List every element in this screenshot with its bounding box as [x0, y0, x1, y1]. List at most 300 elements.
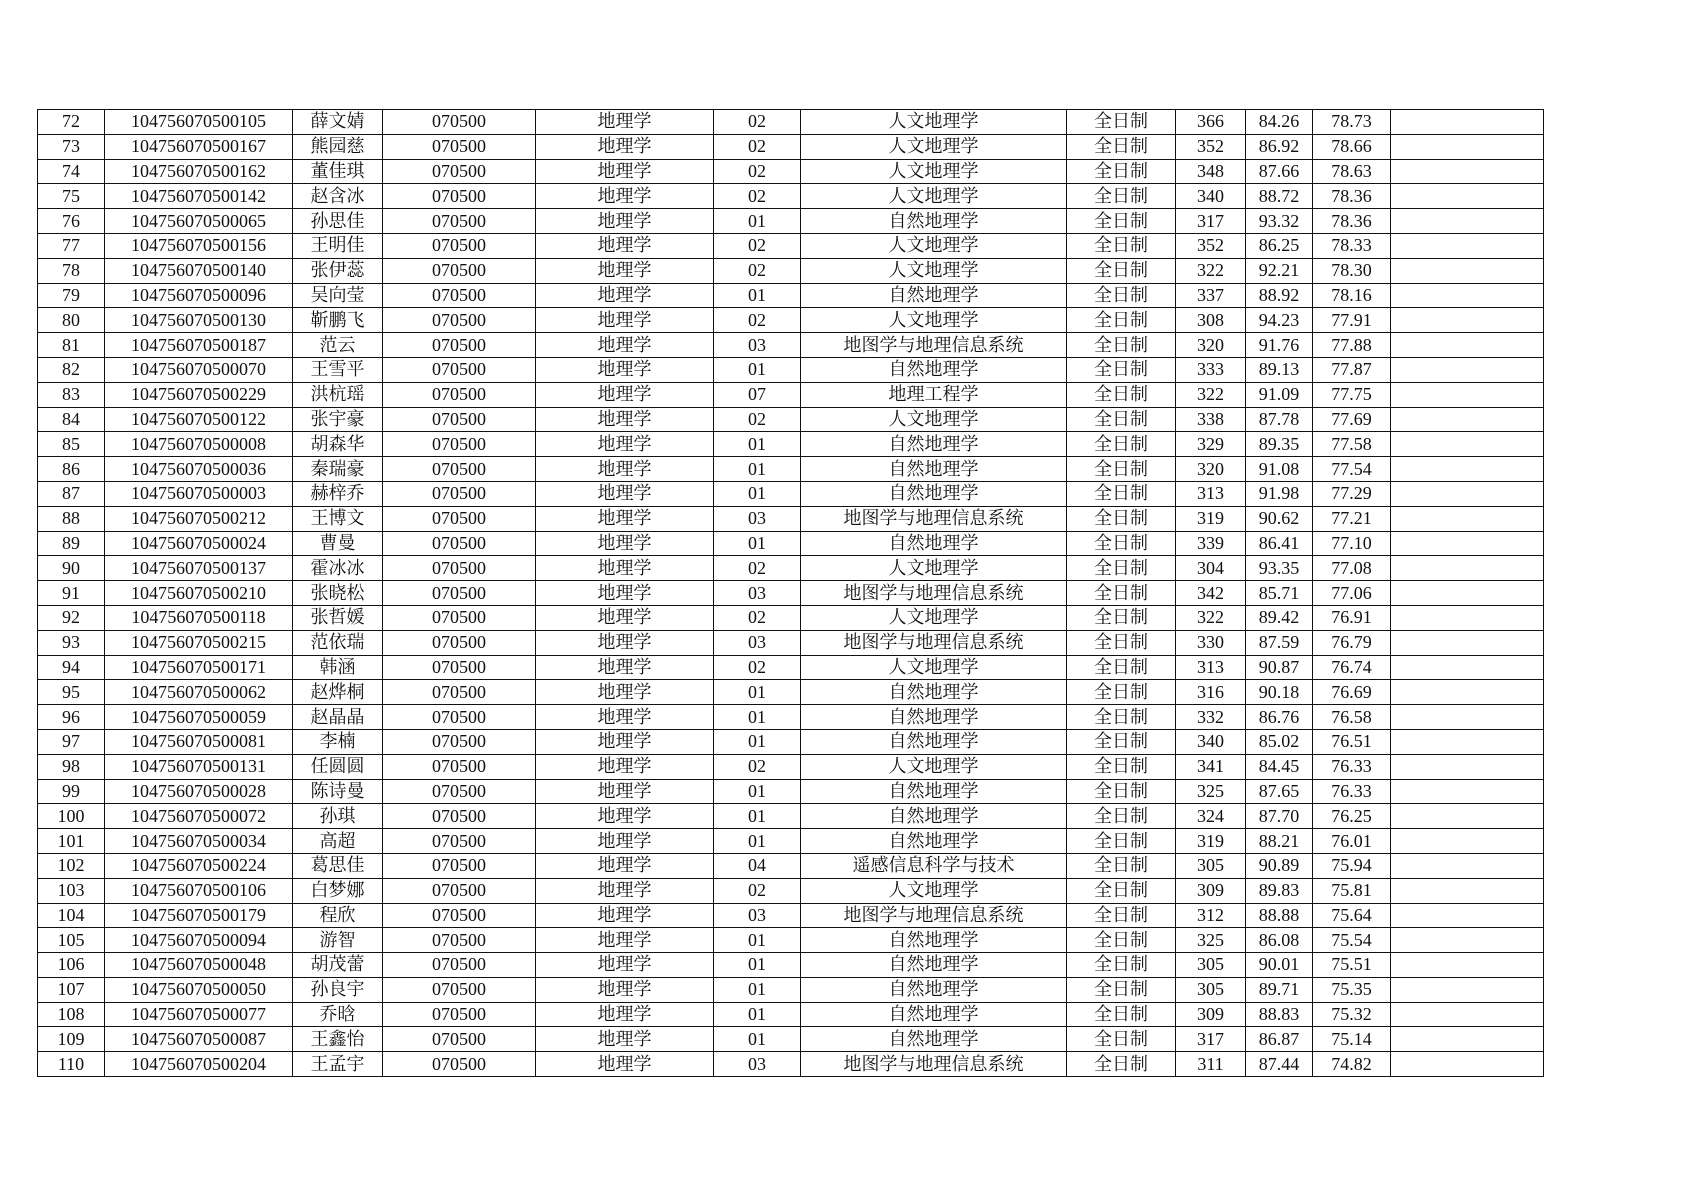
exam-score-cell: 341 [1176, 754, 1246, 779]
major-code-cell: 070500 [383, 531, 536, 556]
table-row [38, 258, 1544, 283]
remarks-cell [1391, 159, 1544, 184]
major-name-cell: 地理学 [536, 655, 714, 680]
remarks-cell [1391, 853, 1544, 878]
total-score-cell: 75.94 [1313, 853, 1391, 878]
table-row [38, 853, 1544, 878]
study-mode-cell: 全日制 [1067, 556, 1176, 581]
table-row [38, 630, 1544, 655]
remarks-cell [1391, 1052, 1544, 1077]
candidate-id-cell: 104756070500210 [105, 581, 293, 606]
direction-code-cell: 01 [714, 283, 801, 308]
direction-code-cell: 01 [714, 804, 801, 829]
candidate-id-cell: 104756070500050 [105, 977, 293, 1002]
exam-score-cell: 352 [1176, 233, 1246, 258]
direction-name-cell: 人文地理学 [801, 110, 1067, 135]
serial-number-cell: 93 [38, 630, 105, 655]
candidate-id-cell: 104756070500105 [105, 110, 293, 135]
remarks-cell [1391, 705, 1544, 730]
table-row [38, 754, 1544, 779]
remarks-cell [1391, 804, 1544, 829]
total-score-cell: 77.21 [1313, 506, 1391, 531]
interview-score-cell: 84.45 [1246, 754, 1313, 779]
table-row [38, 729, 1544, 754]
study-mode-cell: 全日制 [1067, 531, 1176, 556]
direction-name-cell: 地图学与地理信息系统 [801, 333, 1067, 358]
direction-code-cell: 01 [714, 432, 801, 457]
study-mode-cell: 全日制 [1067, 729, 1176, 754]
serial-number-cell: 74 [38, 159, 105, 184]
remarks-cell [1391, 556, 1544, 581]
exam-score-cell: 322 [1176, 605, 1246, 630]
serial-number-cell: 90 [38, 556, 105, 581]
direction-name-cell: 自然地理学 [801, 209, 1067, 234]
name-cell: 张伊蕊 [293, 258, 383, 283]
exam-score-cell: 311 [1176, 1052, 1246, 1077]
exam-score-cell: 305 [1176, 953, 1246, 978]
interview-score-cell: 87.65 [1246, 779, 1313, 804]
table-row [38, 556, 1544, 581]
table-row [38, 233, 1544, 258]
major-code-cell: 070500 [383, 605, 536, 630]
serial-number-cell: 110 [38, 1052, 105, 1077]
remarks-cell [1391, 333, 1544, 358]
exam-score-cell: 340 [1176, 729, 1246, 754]
exam-score-cell: 322 [1176, 382, 1246, 407]
interview-score-cell: 91.76 [1246, 333, 1313, 358]
candidate-id-cell: 104756070500008 [105, 432, 293, 457]
study-mode-cell: 全日制 [1067, 903, 1176, 928]
direction-name-cell: 人文地理学 [801, 258, 1067, 283]
candidate-id-cell: 104756070500072 [105, 804, 293, 829]
serial-number-cell: 103 [38, 878, 105, 903]
name-cell: 韩涵 [293, 655, 383, 680]
interview-score-cell: 90.62 [1246, 506, 1313, 531]
table-row [38, 283, 1544, 308]
direction-name-cell: 自然地理学 [801, 680, 1067, 705]
interview-score-cell: 91.09 [1246, 382, 1313, 407]
serial-number-cell: 95 [38, 680, 105, 705]
direction-code-cell: 03 [714, 630, 801, 655]
major-name-cell: 地理学 [536, 903, 714, 928]
remarks-cell [1391, 729, 1544, 754]
name-cell: 薛文婧 [293, 110, 383, 135]
interview-score-cell: 85.71 [1246, 581, 1313, 606]
interview-score-cell: 92.21 [1246, 258, 1313, 283]
name-cell: 白梦娜 [293, 878, 383, 903]
total-score-cell: 76.33 [1313, 754, 1391, 779]
serial-number-cell: 83 [38, 382, 105, 407]
name-cell: 高超 [293, 829, 383, 854]
name-cell: 游智 [293, 928, 383, 953]
direction-name-cell: 自然地理学 [801, 729, 1067, 754]
name-cell: 熊园慈 [293, 134, 383, 159]
candidate-id-cell: 104756070500048 [105, 953, 293, 978]
study-mode-cell: 全日制 [1067, 878, 1176, 903]
candidate-id-cell: 104756070500062 [105, 680, 293, 705]
interview-score-cell: 87.70 [1246, 804, 1313, 829]
remarks-cell [1391, 407, 1544, 432]
name-cell: 王雪平 [293, 357, 383, 382]
major-name-cell: 地理学 [536, 1052, 714, 1077]
direction-name-cell: 人文地理学 [801, 159, 1067, 184]
major-name-cell: 地理学 [536, 134, 714, 159]
major-code-cell: 070500 [383, 407, 536, 432]
direction-code-cell: 03 [714, 1052, 801, 1077]
total-score-cell: 77.87 [1313, 357, 1391, 382]
table-row [38, 829, 1544, 854]
direction-code-cell: 02 [714, 110, 801, 135]
major-name-cell: 地理学 [536, 308, 714, 333]
interview-score-cell: 86.76 [1246, 705, 1313, 730]
name-cell: 赵烨桐 [293, 680, 383, 705]
major-code-cell: 070500 [383, 729, 536, 754]
direction-code-cell: 01 [714, 1027, 801, 1052]
name-cell: 赫梓乔 [293, 481, 383, 506]
serial-number-cell: 97 [38, 729, 105, 754]
direction-name-cell: 自然地理学 [801, 1027, 1067, 1052]
interview-score-cell: 89.13 [1246, 357, 1313, 382]
direction-code-cell: 02 [714, 233, 801, 258]
direction-name-cell: 自然地理学 [801, 779, 1067, 804]
direction-code-cell: 02 [714, 134, 801, 159]
study-mode-cell: 全日制 [1067, 110, 1176, 135]
major-name-cell: 地理学 [536, 630, 714, 655]
serial-number-cell: 92 [38, 605, 105, 630]
serial-number-cell: 99 [38, 779, 105, 804]
candidate-id-cell: 104756070500142 [105, 184, 293, 209]
serial-number-cell: 86 [38, 457, 105, 482]
remarks-cell [1391, 184, 1544, 209]
candidate-id-cell: 104756070500131 [105, 754, 293, 779]
candidate-id-cell: 104756070500059 [105, 705, 293, 730]
name-cell: 赵晶晶 [293, 705, 383, 730]
major-code-cell: 070500 [383, 432, 536, 457]
total-score-cell: 78.63 [1313, 159, 1391, 184]
total-score-cell: 77.88 [1313, 333, 1391, 358]
interview-score-cell: 89.83 [1246, 878, 1313, 903]
exam-score-cell: 309 [1176, 878, 1246, 903]
name-cell: 洪杭瑶 [293, 382, 383, 407]
serial-number-cell: 98 [38, 754, 105, 779]
major-name-cell: 地理学 [536, 680, 714, 705]
remarks-cell [1391, 680, 1544, 705]
major-name-cell: 地理学 [536, 1002, 714, 1027]
table-row [38, 903, 1544, 928]
major-code-cell: 070500 [383, 977, 536, 1002]
name-cell: 程欣 [293, 903, 383, 928]
study-mode-cell: 全日制 [1067, 233, 1176, 258]
exam-score-cell: 308 [1176, 308, 1246, 333]
study-mode-cell: 全日制 [1067, 283, 1176, 308]
remarks-cell [1391, 1002, 1544, 1027]
study-mode-cell: 全日制 [1067, 829, 1176, 854]
interview-score-cell: 88.92 [1246, 283, 1313, 308]
interview-score-cell: 88.21 [1246, 829, 1313, 854]
direction-name-cell: 自然地理学 [801, 531, 1067, 556]
total-score-cell: 77.75 [1313, 382, 1391, 407]
remarks-cell [1391, 878, 1544, 903]
interview-score-cell: 88.72 [1246, 184, 1313, 209]
direction-code-cell: 01 [714, 531, 801, 556]
major-code-cell: 070500 [383, 853, 536, 878]
table-row [38, 1002, 1544, 1027]
interview-score-cell: 86.92 [1246, 134, 1313, 159]
direction-code-cell: 01 [714, 680, 801, 705]
interview-score-cell: 86.41 [1246, 531, 1313, 556]
candidate-id-cell: 104756070500070 [105, 357, 293, 382]
direction-name-cell: 人文地理学 [801, 407, 1067, 432]
table-row [38, 134, 1544, 159]
exam-score-cell: 324 [1176, 804, 1246, 829]
major-code-cell: 070500 [383, 754, 536, 779]
major-code-cell: 070500 [383, 184, 536, 209]
major-code-cell: 070500 [383, 1002, 536, 1027]
exam-score-cell: 317 [1176, 1027, 1246, 1052]
direction-name-cell: 自然地理学 [801, 432, 1067, 457]
remarks-cell [1391, 382, 1544, 407]
interview-score-cell: 88.83 [1246, 1002, 1313, 1027]
remarks-cell [1391, 630, 1544, 655]
exam-score-cell: 332 [1176, 705, 1246, 730]
direction-name-cell: 地图学与地理信息系统 [801, 630, 1067, 655]
table-row [38, 357, 1544, 382]
table-row [38, 705, 1544, 730]
exam-score-cell: 319 [1176, 829, 1246, 854]
table-row [38, 110, 1544, 135]
serial-number-cell: 102 [38, 853, 105, 878]
major-name-cell: 地理学 [536, 878, 714, 903]
exam-score-cell: 329 [1176, 432, 1246, 457]
remarks-cell [1391, 357, 1544, 382]
remarks-cell [1391, 928, 1544, 953]
study-mode-cell: 全日制 [1067, 1052, 1176, 1077]
study-mode-cell: 全日制 [1067, 357, 1176, 382]
study-mode-cell: 全日制 [1067, 407, 1176, 432]
table-row [38, 878, 1544, 903]
table-row [38, 333, 1544, 358]
interview-score-cell: 86.87 [1246, 1027, 1313, 1052]
remarks-cell [1391, 258, 1544, 283]
major-code-cell: 070500 [383, 382, 536, 407]
interview-score-cell: 89.35 [1246, 432, 1313, 457]
major-code-cell: 070500 [383, 209, 536, 234]
interview-score-cell: 87.78 [1246, 407, 1313, 432]
direction-name-cell: 地图学与地理信息系统 [801, 903, 1067, 928]
candidate-id-cell: 104756070500118 [105, 605, 293, 630]
remarks-cell [1391, 1027, 1544, 1052]
table-row [38, 804, 1544, 829]
candidate-id-cell: 104756070500212 [105, 506, 293, 531]
direction-name-cell: 人文地理学 [801, 184, 1067, 209]
table-row [38, 531, 1544, 556]
interview-score-cell: 93.35 [1246, 556, 1313, 581]
major-code-cell: 070500 [383, 258, 536, 283]
candidate-id-cell: 104756070500003 [105, 481, 293, 506]
table-row [38, 953, 1544, 978]
serial-number-cell: 79 [38, 283, 105, 308]
exam-score-cell: 340 [1176, 184, 1246, 209]
candidate-id-cell: 104756070500187 [105, 333, 293, 358]
total-score-cell: 75.54 [1313, 928, 1391, 953]
direction-code-cell: 02 [714, 754, 801, 779]
major-name-cell: 地理学 [536, 928, 714, 953]
total-score-cell: 75.32 [1313, 1002, 1391, 1027]
total-score-cell: 77.69 [1313, 407, 1391, 432]
name-cell: 胡茂蕾 [293, 953, 383, 978]
remarks-cell [1391, 506, 1544, 531]
total-score-cell: 75.64 [1313, 903, 1391, 928]
direction-code-cell: 01 [714, 209, 801, 234]
name-cell: 靳鹏飞 [293, 308, 383, 333]
major-code-cell: 070500 [383, 705, 536, 730]
direction-name-cell: 自然地理学 [801, 804, 1067, 829]
direction-code-cell: 01 [714, 457, 801, 482]
study-mode-cell: 全日制 [1067, 630, 1176, 655]
table-row [38, 481, 1544, 506]
direction-name-cell: 地图学与地理信息系统 [801, 581, 1067, 606]
table-row [38, 432, 1544, 457]
direction-code-cell: 02 [714, 655, 801, 680]
major-name-cell: 地理学 [536, 531, 714, 556]
direction-name-cell: 自然地理学 [801, 481, 1067, 506]
name-cell: 董佳琪 [293, 159, 383, 184]
total-score-cell: 75.51 [1313, 953, 1391, 978]
direction-code-cell: 01 [714, 977, 801, 1002]
name-cell: 王明佳 [293, 233, 383, 258]
total-score-cell: 76.58 [1313, 705, 1391, 730]
serial-number-cell: 87 [38, 481, 105, 506]
interview-score-cell: 91.98 [1246, 481, 1313, 506]
study-mode-cell: 全日制 [1067, 953, 1176, 978]
total-score-cell: 78.33 [1313, 233, 1391, 258]
remarks-cell [1391, 829, 1544, 854]
serial-number-cell: 82 [38, 357, 105, 382]
total-score-cell: 77.58 [1313, 432, 1391, 457]
major-code-cell: 070500 [383, 506, 536, 531]
major-name-cell: 地理学 [536, 605, 714, 630]
exam-score-cell: 305 [1176, 977, 1246, 1002]
direction-code-cell: 02 [714, 878, 801, 903]
table-row [38, 1052, 1544, 1077]
candidate-id-cell: 104756070500024 [105, 531, 293, 556]
candidate-id-cell: 104756070500130 [105, 308, 293, 333]
serial-number-cell: 75 [38, 184, 105, 209]
candidate-id-cell: 104756070500171 [105, 655, 293, 680]
name-cell: 王孟宇 [293, 1052, 383, 1077]
major-code-cell: 070500 [383, 655, 536, 680]
major-name-cell: 地理学 [536, 829, 714, 854]
study-mode-cell: 全日制 [1067, 209, 1176, 234]
major-code-cell: 070500 [383, 1052, 536, 1077]
exam-score-cell: 325 [1176, 928, 1246, 953]
total-score-cell: 78.30 [1313, 258, 1391, 283]
remarks-cell [1391, 581, 1544, 606]
direction-name-cell: 自然地理学 [801, 283, 1067, 308]
total-score-cell: 77.91 [1313, 308, 1391, 333]
direction-code-cell: 02 [714, 308, 801, 333]
name-cell: 王博文 [293, 506, 383, 531]
admission-score-table [37, 109, 1544, 1077]
remarks-cell [1391, 432, 1544, 457]
serial-number-cell: 101 [38, 829, 105, 854]
study-mode-cell: 全日制 [1067, 432, 1176, 457]
direction-name-cell: 地图学与地理信息系统 [801, 506, 1067, 531]
table-row [38, 209, 1544, 234]
major-name-cell: 地理学 [536, 457, 714, 482]
direction-code-cell: 01 [714, 481, 801, 506]
direction-code-cell: 01 [714, 705, 801, 730]
total-score-cell: 76.01 [1313, 829, 1391, 854]
exam-score-cell: 319 [1176, 506, 1246, 531]
direction-name-cell: 地理工程学 [801, 382, 1067, 407]
interview-score-cell: 87.66 [1246, 159, 1313, 184]
direction-name-cell: 人文地理学 [801, 233, 1067, 258]
table-body [38, 110, 1544, 1077]
total-score-cell: 78.66 [1313, 134, 1391, 159]
remarks-cell [1391, 134, 1544, 159]
table-row [38, 308, 1544, 333]
interview-score-cell: 91.08 [1246, 457, 1313, 482]
major-name-cell: 地理学 [536, 1027, 714, 1052]
candidate-id-cell: 104756070500077 [105, 1002, 293, 1027]
candidate-id-cell: 104756070500087 [105, 1027, 293, 1052]
major-name-cell: 地理学 [536, 729, 714, 754]
study-mode-cell: 全日制 [1067, 333, 1176, 358]
study-mode-cell: 全日制 [1067, 705, 1176, 730]
total-score-cell: 77.29 [1313, 481, 1391, 506]
total-score-cell: 77.08 [1313, 556, 1391, 581]
major-code-cell: 070500 [383, 928, 536, 953]
exam-score-cell: 305 [1176, 853, 1246, 878]
exam-score-cell: 316 [1176, 680, 1246, 705]
name-cell: 曹曼 [293, 531, 383, 556]
study-mode-cell: 全日制 [1067, 457, 1176, 482]
remarks-cell [1391, 531, 1544, 556]
serial-number-cell: 81 [38, 333, 105, 358]
table-row [38, 1027, 1544, 1052]
major-name-cell: 地理学 [536, 357, 714, 382]
direction-name-cell: 人文地理学 [801, 308, 1067, 333]
name-cell: 葛思佳 [293, 853, 383, 878]
direction-name-cell: 人文地理学 [801, 754, 1067, 779]
candidate-id-cell: 104756070500028 [105, 779, 293, 804]
major-code-cell: 070500 [383, 779, 536, 804]
major-name-cell: 地理学 [536, 333, 714, 358]
direction-code-cell: 04 [714, 853, 801, 878]
study-mode-cell: 全日制 [1067, 804, 1176, 829]
candidate-id-cell: 104756070500137 [105, 556, 293, 581]
total-score-cell: 76.25 [1313, 804, 1391, 829]
study-mode-cell: 全日制 [1067, 481, 1176, 506]
candidate-id-cell: 104756070500179 [105, 903, 293, 928]
remarks-cell [1391, 110, 1544, 135]
exam-score-cell: 338 [1176, 407, 1246, 432]
direction-name-cell: 自然地理学 [801, 1002, 1067, 1027]
name-cell: 范云 [293, 333, 383, 358]
major-code-cell: 070500 [383, 903, 536, 928]
direction-name-cell: 自然地理学 [801, 457, 1067, 482]
interview-score-cell: 87.59 [1246, 630, 1313, 655]
direction-code-cell: 01 [714, 357, 801, 382]
study-mode-cell: 全日制 [1067, 134, 1176, 159]
interview-score-cell: 88.88 [1246, 903, 1313, 928]
major-name-cell: 地理学 [536, 382, 714, 407]
serial-number-cell: 105 [38, 928, 105, 953]
major-name-cell: 地理学 [536, 977, 714, 1002]
study-mode-cell: 全日制 [1067, 977, 1176, 1002]
table-row [38, 605, 1544, 630]
